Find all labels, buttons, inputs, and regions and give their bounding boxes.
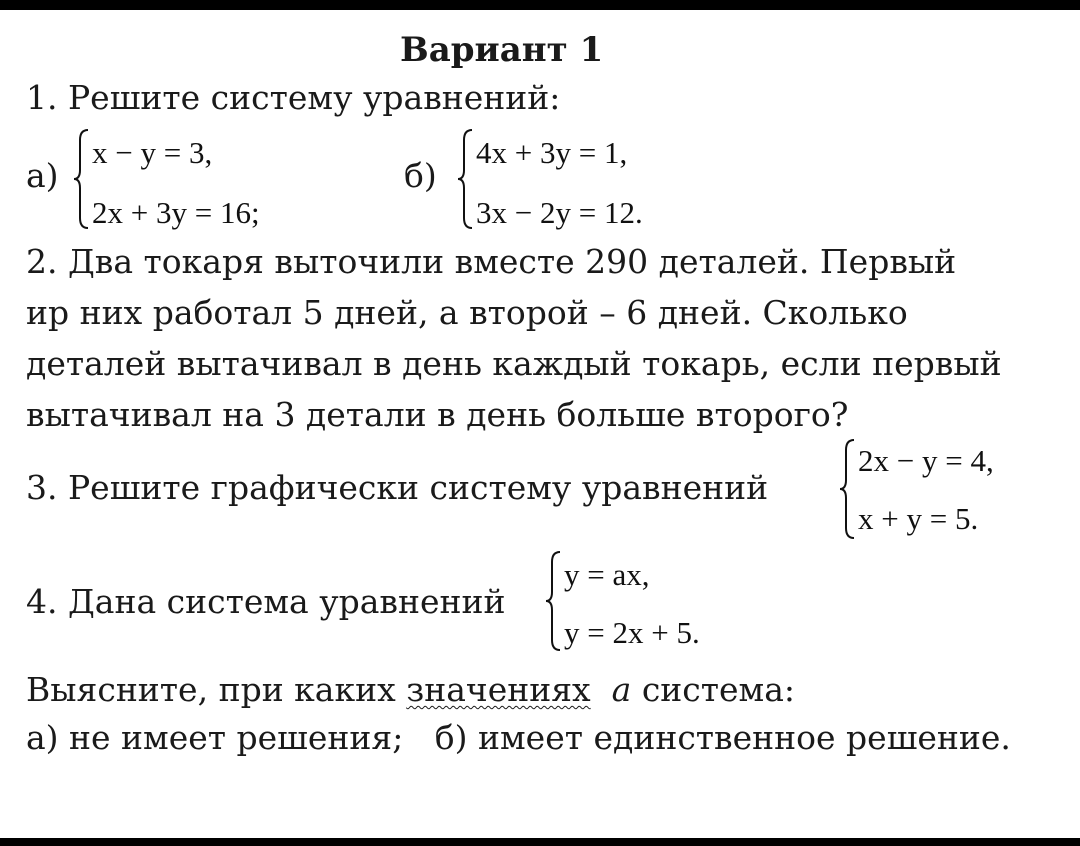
task-4-question xyxy=(26,670,795,710)
task-4-question-variable: a xyxy=(611,670,632,709)
task-1b-brace xyxy=(456,128,476,230)
task-3-text: 3. Решите графически систему уравнений xyxy=(26,468,769,507)
task-3-equation-1: 2x − y = 4, xyxy=(858,443,994,478)
task-1a-label: а) xyxy=(26,156,59,195)
variant-title: Вариант 1 xyxy=(400,30,604,70)
worksheet-page xyxy=(0,10,1080,838)
task-4-question-suffix: система: xyxy=(641,670,796,709)
task-1a-equation-1: x − y = 3, xyxy=(92,135,213,170)
task-2-line-2: ир них работал 5 дней, а второй – 6 дней. Сколько xyxy=(26,293,908,332)
task-4-equation-1: y = ax, xyxy=(564,557,650,592)
task-1b-equation-2: 3x − 2y = 12. xyxy=(476,195,643,230)
task-4-text: 4. Дана система уравнений xyxy=(26,582,506,621)
task-4-brace xyxy=(544,550,564,652)
task-2-line-1: 2. Два токаря выточили вместе 290 деталей. Первый xyxy=(26,242,957,281)
task-1a-equation-2: 2x + 3y = 16; xyxy=(92,195,260,230)
task-4-question-prefix: Выясните, при каких xyxy=(26,670,396,709)
task-1b-equation-1: 4x + 3y = 1, xyxy=(476,135,628,170)
task-3-brace xyxy=(838,438,858,540)
task-4-options: а) не имеет решения; б) имеет единственное решение. xyxy=(26,718,1011,757)
task-2-line-3: деталей вытачивал в день каждый токарь, если первый xyxy=(26,344,1002,383)
task-4-question-underlined-word: значениях xyxy=(406,670,591,709)
task-1a-brace xyxy=(72,128,92,230)
task-1b-label: б) xyxy=(404,156,437,195)
task-2-line-4: вытачивал на 3 детали в день больше второго? xyxy=(26,395,849,434)
task-1-heading: 1. Решите систему уравнений: xyxy=(26,78,561,117)
task-3-equation-2: x + y = 5. xyxy=(858,501,979,536)
task-4-equation-2: y = 2x + 5. xyxy=(564,615,700,650)
